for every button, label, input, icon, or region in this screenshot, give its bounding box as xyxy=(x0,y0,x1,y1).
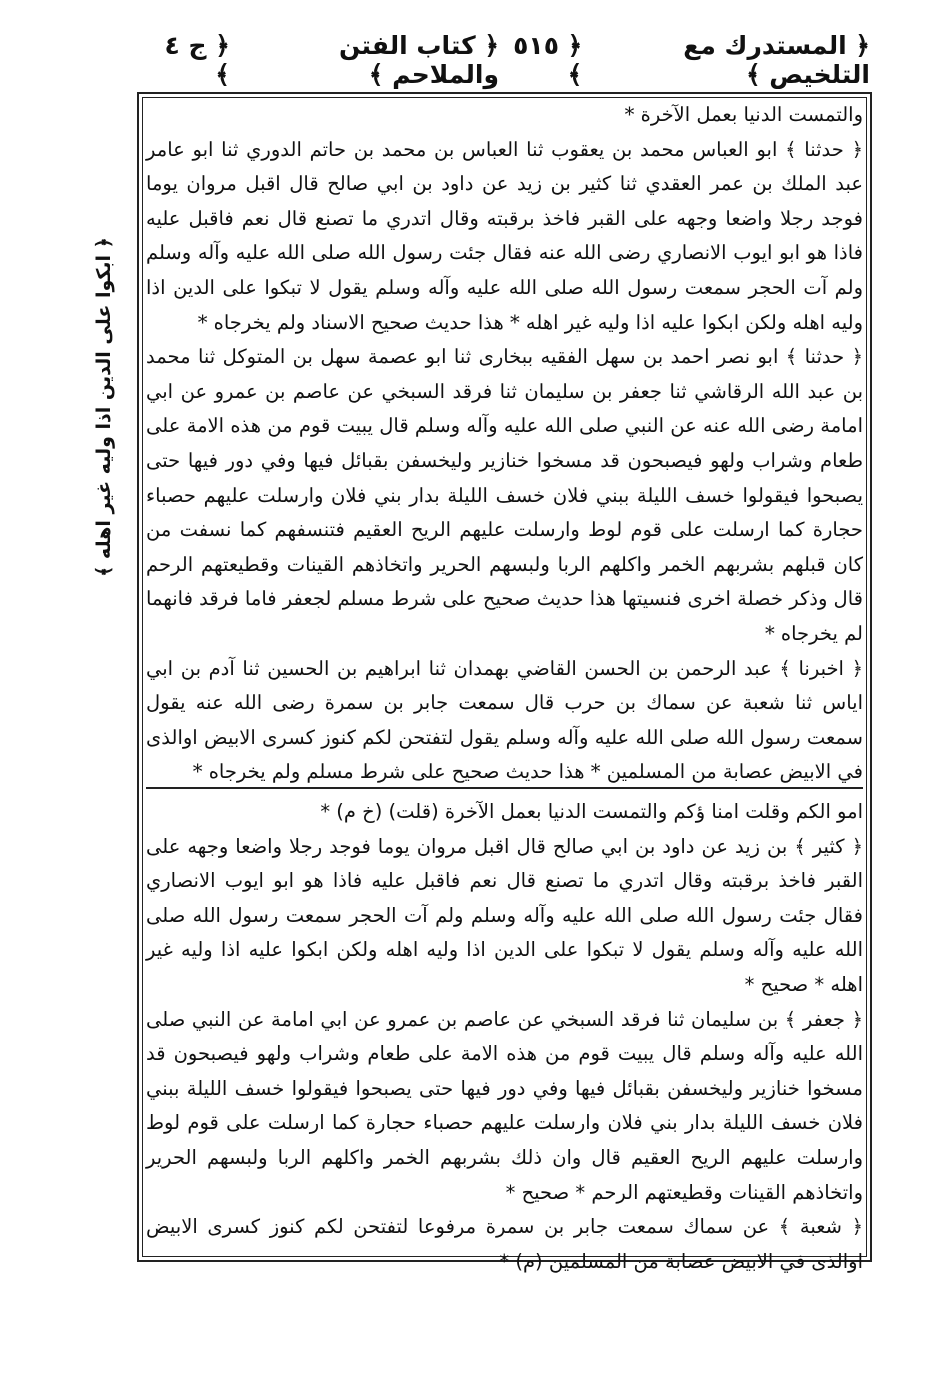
section-divider xyxy=(146,787,863,789)
main-paragraph: ﴿ حدثنا ﴾ ابو نصر احمد بن سهل الفقيه ببخارى ثنا ابو عصمة سهل بن المتوكل ثنا محمد بن عبد الله الرقاشي ثنا جعفر بن سليمان ثنا فرقد السبخي عن عاصم بن عمرو عن ابي امامة رضى الله عنه عن النبي صلى الله عليه وآله وسلم قال يبيت قوم من هذه الامة على طعام وشراب ولهو فيصبحون قد مسخوا خنازير وليخسفن بقبائل فيها وفي دور فيها حتى يصبحوا فيقولوا خسف الليلة ببني فلان خسف الليلة بدار بني فلان وارسلت عليهم حصباء حجارة كما ارسلت على قوم لوط وارسلت عليهم الريح العقيم فتنسفهم كما نسفت من كان قبلهم بشربهم الخمر واكلهم الربا ولبسهم الحرير واتخاذهم القينات وقطيعتهم الرحم قال وذكر خصلة اخرى فنسيتها هذا حديث صحيح على شرط مسلم لجعفر فاما فرقد فانهما لم يخرجاه * xyxy=(146,345,863,645)
volume-label: ﴿ ج ٤ ﴾ xyxy=(164,31,230,89)
main-text-body xyxy=(146,98,863,790)
margin-note-text: ﴿ ابكوا على الدين اذا وليه غير اهله ﴾ xyxy=(93,237,116,577)
talkhis-notes xyxy=(146,795,863,1279)
page-number: ﴿ ٥١٥ ﴾ xyxy=(513,31,583,89)
main-paragraph: ﴿ حدثنا ﴾ ابو العباس محمد بن يعقوب ثنا العباس بن محمد بن حاتم الدوري ثنا ابو عامر عبد الملك بن عمر العقدي ثنا كثير بن زيد عن داود بن ابي صالح قال اقبل مروان يوما فوجد رجلا واضعا وجهه على القبر فاخذ برقبته وقال اتدري ما تصنع قال نعم فاقبل عليه فاذا هو ابو ايوب الانصاري رضى الله عنه فقال جئت رسول الله صلى الله عليه وآله وسلم ولم آت الحجر سمعت رسول الله صلى الله عليه وآله وسلم يقول لا تبكوا على الدين اذا وليه اهله ولكن ابكوا عليه اذا وليه غير اهله * هذا حديث صحيح الاسناد ولم يخرجاه * xyxy=(146,137,863,334)
note-paragraph: امو الكم وقلت امنا ؤكم والتمست الدنيا بعمل الآخرة (قلت) (خ م) * xyxy=(320,800,863,823)
book-title: ﴿ المستدرك مع التلخيص ﴾ xyxy=(683,31,870,89)
note-paragraph: ﴿ كثير ﴾ بن زيد عن داود بن ابي صالح قال اقبل مروان يوما فوجد رجلا واضعا وجهه على القبر فاخذ برقبته وقال اتدري ما تصنع قال نعم فاقبل عليه فاذا هو ابو ايوب الانصاري فقال جئت رسول الله صلى الله عليه وآله وسلم ولم آت الحجر سمعت رسول الله صلى الله عليه وآله وسلم يقول لا تبكوا على الدين اذا وليه اهله ولكن ابكوا عليه اذا وليه غير اهله * صحيح * xyxy=(146,834,863,996)
page-header xyxy=(150,31,870,89)
margin-note xyxy=(84,237,124,577)
main-paragraph: ﴿ اخبرنا ﴾ عبد الرحمن بن الحسن القاضي بهمدان ثنا ابراهيم بن الحسين ثنا آدم بن ابي اياس ثنا شعبة عن سماك بن حرب قال سمعت جابر بن سمرة رضى الله عنه يقول سمعت رسول الله صلى الله عليه وآله وسلم يقول لتفتحن لكم كنوز كسرى الابيض اوالذى في الابيض عصابة من المسلمين * هذا حديث صحيح على شرط مسلم ولم يخرجاه * xyxy=(146,656,863,784)
note-paragraph: ﴿ جعفر ﴾ بن سليمان ثنا فرقد السبخي عن عاصم بن عمرو عن ابي امامة عن النبي صلى الله عليه وآله وسلم قال يبيت قوم من هذه الامة على طعام وشراب ولهو فيصبحون قد مسخوا خنازير وليخسفن بقبائل فيها وفي دور فيها حتى يصبحوا فيقولوا خسف الليلة ببني فلان خسف الليلة بدار بني فلان وارسلت عليهم حصباء حجارة كما ارسلت على قوم لوط وارسلت عليهم الريح العقيم قال وان ذلك بشربهم الخمر واكلهم الربا ولبسهم الحرير واتخاذهم القينات وقطيعتهم الرحم * صحيح * xyxy=(146,1007,863,1204)
main-paragraph: والتمست الدنيا بعمل الآخرة * xyxy=(624,103,863,126)
note-paragraph: ﴿ شعبة ﴾ عن سماك سمعت جابر بن سمرة مرفوعا لتفتحن لكم كنوز كسرى الابيض اوالذى في الابيض عصابة من المسلمين (م) * xyxy=(146,1215,863,1273)
chapter-title: ﴿ كتاب الفتن والملاحم ﴾ xyxy=(339,31,500,89)
